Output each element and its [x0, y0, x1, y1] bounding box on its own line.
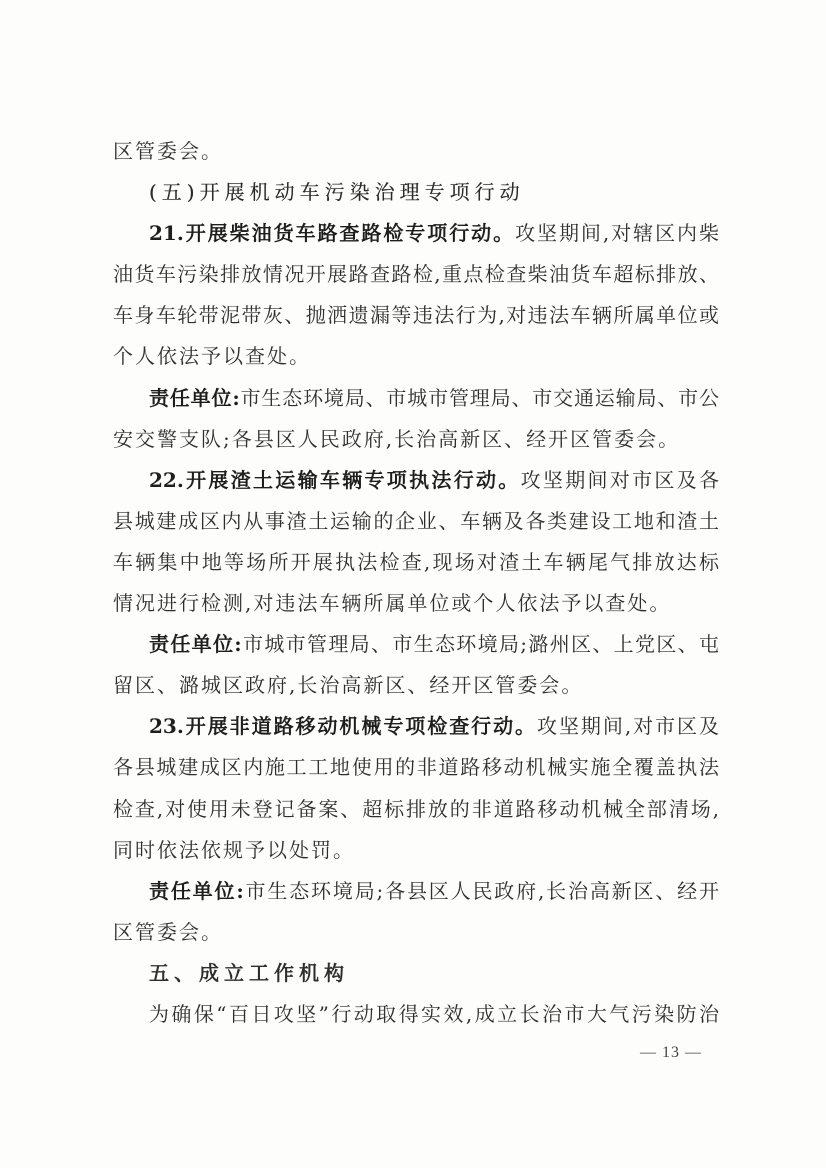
line-text: 留区、潞城区政府,长治高新区、经开区管委会。 — [113, 673, 584, 698]
line-text: 市生态环境局、市城市管理局、市交通运输局、市公 — [239, 385, 719, 410]
text-line — [113, 830, 719, 871]
paragraph — [113, 131, 719, 172]
text-line — [113, 953, 719, 994]
text-line — [113, 295, 719, 336]
text-line — [113, 871, 719, 912]
line-text: 检查,对使用未登记备案、超标排放的非道路移动机械全部清场, — [113, 796, 719, 821]
bold-lead: 22.开展渣土运输车辆专项执法行动。 — [149, 467, 521, 492]
line-text: 车辆集中地等场所开展执法检查,现场对渣土车辆尾气排放达标 — [113, 549, 719, 574]
line-text: 区管委会。 — [113, 139, 223, 163]
paragraph — [113, 624, 719, 706]
page-number: — 13 — — [640, 1044, 702, 1061]
paragraph — [113, 706, 719, 870]
bold-lead: 23.开展非道路移动机械专项检查行动。 — [149, 714, 538, 739]
text-line — [113, 665, 719, 706]
text-line — [113, 254, 719, 295]
text-line — [113, 706, 719, 747]
bold-lead: 21.开展柴油货车路查路检专项行动。 — [149, 221, 516, 246]
text-line — [113, 460, 719, 501]
text-line — [113, 172, 719, 213]
bold-lead: 责任单位: — [149, 632, 242, 657]
line-text: 攻坚期间,对辖区内柴 — [515, 221, 720, 246]
text-line — [113, 419, 719, 460]
text-line — [113, 378, 719, 419]
line-text: 区管委会。 — [113, 919, 223, 944]
line-text: (五)开展机动车污染治理专项行动 — [149, 180, 525, 205]
bold-lead: 责任单位: — [149, 385, 240, 410]
line-text: 各县城建成区内施工工地使用的非道路移动机械实施全覆盖执法 — [113, 755, 719, 780]
line-text: 县城建成区内从事渣土运输的企业、车辆及各类建设工地和渣土 — [113, 508, 719, 533]
text-line — [113, 213, 719, 254]
text-line — [113, 994, 719, 1035]
line-text: 市生态环境局;各县区人民政府,长治高新区、经开 — [243, 878, 719, 903]
section-heading — [113, 172, 719, 213]
line-text: 情况进行检测,对违法车辆所属单位或个人依法予以查处。 — [113, 591, 672, 616]
text-line — [113, 747, 719, 788]
line-text: 五、成立工作机构 — [149, 960, 349, 985]
text-line — [113, 336, 719, 377]
line-text: 车身车轮带泥带灰、抛洒遗漏等违法行为,对违法车辆所属单位或 — [113, 303, 719, 328]
text-line — [113, 912, 719, 953]
line-text: 市城市管理局、市生态环境局;潞州区、上党区、屯 — [241, 632, 719, 657]
text-line — [113, 501, 719, 542]
line-text: 攻坚期间,对市区及 — [537, 714, 720, 739]
paragraph — [113, 994, 719, 1035]
text-line — [113, 789, 719, 830]
paragraph — [113, 213, 719, 377]
bold-lead: 责任单位: — [149, 878, 244, 903]
text-line — [113, 542, 719, 583]
line-text: 为确保“百日攻坚”行动取得实效,成立长治市大气污染防治 — [149, 1001, 719, 1026]
text-line — [113, 131, 719, 172]
text-line — [113, 624, 719, 665]
line-text: 同时依法依规予以处罚。 — [113, 837, 355, 862]
section-heading — [113, 953, 719, 994]
paragraph — [113, 871, 719, 953]
line-text: 攻坚期间对市区及各 — [520, 467, 720, 492]
paragraph — [113, 378, 719, 460]
line-text: 油货车污染排放情况开展路查路检,重点检查柴油货车超标排放、 — [113, 262, 719, 287]
document-body — [113, 131, 719, 1035]
line-text: 个人依法予以查处。 — [113, 344, 311, 369]
text-line — [113, 583, 719, 624]
paragraph — [113, 460, 719, 624]
line-text: 安交警支队;各县区人民政府,长治高新区、经开区管委会。 — [113, 426, 681, 451]
